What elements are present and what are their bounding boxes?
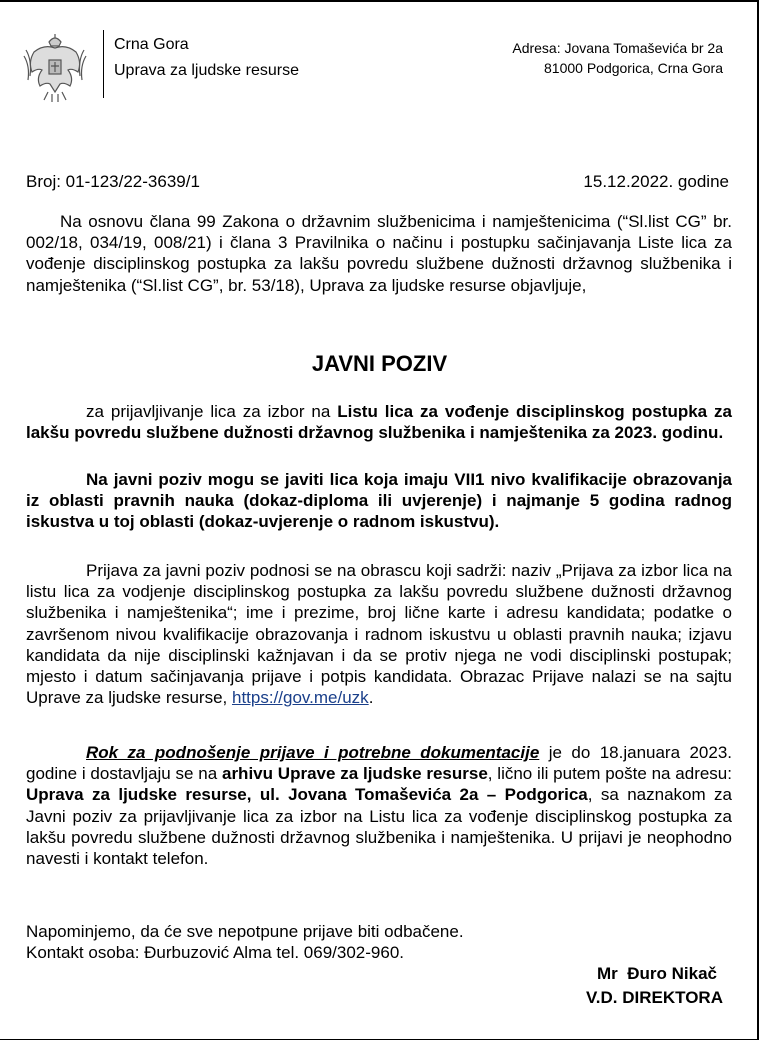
- org-name-country: Crna Gora: [114, 36, 189, 53]
- closing-note: Napominjemo, da će sve nepotpune prijave biti odbačene.: [26, 922, 464, 941]
- closing-block: [26, 921, 732, 963]
- purpose-paragraph: [26, 401, 732, 443]
- org-name-agency: Uprava za ljudske resurse: [114, 62, 299, 79]
- application-paragraph: [26, 560, 732, 708]
- deadline-text-2: , lično ili putem pošte na adresu:: [487, 764, 732, 784]
- reference-number: Broj: 01-123/22-3639/1: [26, 172, 200, 191]
- deadline-text-1: je do 18.januara 2023. godine i dostavljaju se na: [26, 743, 733, 784]
- application-text: Prijava za javni poziv podnosi se na obrascu koji sadrži: naziv „Prijava za izbor lica na listu lica za vodjenje disciplinskog postupka za lakšu povredu službene dužnosti državnog službenika i namještenika“; ime i prezime, broj lične karte i adresu kandidata; podatke o završenom nivou kvalifikacije obrazovanja i radnom iskustvu u oblasti pravnih nauka; izjavu kandidata da nije disciplinski kažnjavan i da se protiv njega ne vodi disciplinski postupak; mjesto i datum sačinjavanja prijave i potpis kandidata. Obrazac Prijave nalazi se na sajtu Uprave za ljudske resurse,: [26, 561, 732, 708]
- eligibility-paragraph: Na javni poziv mogu se javiti lica koja imaju VII1 nivo kvalifikacije obrazovanja iz oblasti pravnih nauka (dokaz-diploma ili uvjerenje) i najmanje 5 godina radnog iskustva u toj oblasti (dokaz-uvjerenje o radnom iskustvu).: [26, 470, 732, 532]
- header-divider: [103, 30, 104, 98]
- purpose-text: za prijavljivanje lica za izbor na: [86, 402, 338, 421]
- uzk-website-link[interactable]: https://gov.me/uzk: [231, 688, 369, 708]
- deadline-paragraph: [26, 742, 732, 869]
- signatory-name: Mr Đuro Nikač: [597, 964, 717, 983]
- deadline-address: Uprava za ljudske resurse, ul. Jovana Tomaševića 2a – Podgorica: [26, 785, 588, 805]
- deadline-archive: arhivu Uprave za ljudske resurse: [221, 764, 488, 784]
- contact-person: Kontakt osoba: Đurbuzović Alma tel. 069/302-960.: [26, 943, 405, 963]
- deadline-heading: Rok za podnošenje prijave i potrebne dokumentacije: [86, 743, 540, 762]
- address-line-1: Adresa: Jovana Tomaševića br 2a: [512, 40, 723, 56]
- document-date: 15.12.2022. godine: [583, 172, 729, 191]
- coat-of-arms-icon: [22, 32, 88, 104]
- signatory-role: V.D. DIREKTORA: [586, 988, 723, 1007]
- address-line-2: 81000 Podgorica, Crna Gora: [544, 60, 723, 76]
- document-title: JAVNI POZIV: [311, 351, 448, 376]
- purpose-list-name: Listu lica za vođenje disciplinskog postupka za lakšu povredu službene dužnosti državnog službenika i namještenika za 2023. godinu.: [26, 402, 732, 443]
- application-end: .: [368, 688, 374, 708]
- intro-paragraph: Na osnovu člana 99 Zakona o državnim službenicima i namještenicima (“Sl.list CG” br. 002/18, 034/19, 008/21) i člana 3 Pravilnika o načinu i postupku sačinjavanja Liste lica za vođenje disciplinskog postupka za lakšu povredu službene dužnosti državnog službenika i namještenika (“Sl.list CG”, br. 53/18), Uprava za ljudske resurse objavljuje,: [26, 212, 732, 295]
- deadline-text-3: , sa naznakom za Javni poziv za prijavljivanje lica za izbor na Listu lica za vođenje disciplinskog postupka za lakšu povredu službene dužnosti državnog službenika i namještenika. U prijavi je neophodno navesti i kontakt telefon.: [26, 785, 732, 869]
- page-border-top: [0, 0, 759, 2]
